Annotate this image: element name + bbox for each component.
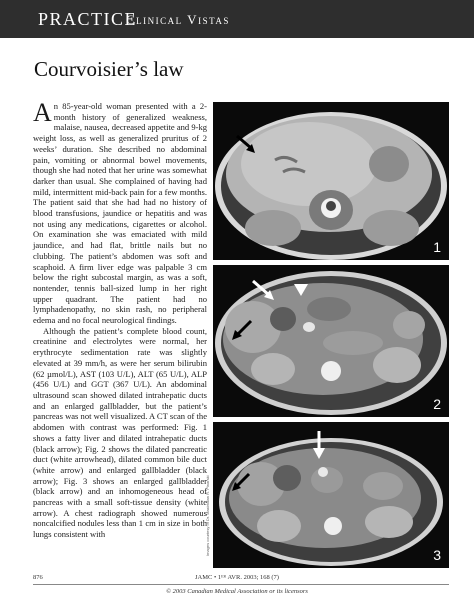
- white-arrowhead-icon: [293, 283, 309, 297]
- page-number: 876: [33, 574, 43, 581]
- drop-cap: A: [33, 98, 52, 127]
- paragraph-2: Although the patient’s complete blood count, creatinine and electrolytes were normal, her erythrocyte sedimentation rate was slightly elevated at 39 mm/h, as were her serum bilirubin (62 µmol/L), AST (103 U/L), ALT (65 U/L), ALP (456 U/L) and GGT (367 U/L). An abdominal ultrasound scan showed dilated intrahepatic ducts and an enlarged gallbladder, but the patient’s pancreas was not well visualized. A CT scan of the abdomen with contrast was performed: Fig. 1 shows a fatty liver and dilated intrahepatic ducts (black arrow); Fig. 2 shows the dilated pancreatic duct (white arrowhead), dilated common bile duct (white arrow) and enlarged gallbladder (black arrow); Fig. 3 shows an enlarged gallbladder (black arrow) and an inhomogeneous head of pancreas with a small soft-tissue density (white arrow). A chest radiograph showed numerous noncalcified nodules less than 1 cm in size in both lungs consistent with: [33, 325, 207, 540]
- journal-citation: JAMC • 1ᴱᴿ AVR. 2003; 168 (7): [195, 574, 279, 581]
- figure-1-number: 1: [433, 239, 441, 255]
- copyright-notice: © 2003 Canadian Medical Association or its licensors: [166, 588, 308, 595]
- header-bar: [0, 0, 474, 38]
- figure-2-number: 2: [433, 396, 441, 412]
- figure-3-image: [213, 422, 449, 568]
- article-title: Courvoisier’s law: [34, 57, 184, 81]
- paragraph-1-text: n 85-year-old woman presented with a 2-month history of generalized weakness, malaise, nausea, decreased appetite and 9-kg weight loss, as well as generalized pruritus of 2 weeks’ duration. She described no abdominal pain, vomiting or abnormal bowel movements, though she had noted that her urine was somewhat darker than usual. She complained of having had mild, intermittent mid-back pain for a few months. The patient said that she had had no history of blood transfusions, jaundice or hepatitis and was not using any medications, cigarettes or alcohol. On examination she was emaciated with mild jaundice, and had flat, brittle nails but no clubbing. The patient’s abdomen was soft and scaphoid. A firm liver edge was palpable 3 cm below the right subcostal margin, as was a soft, nontender, tennis ball-sized lump in her right upper quadrant. The patient had no lymphadenopathy, no skin rash, no peripheral edema and no focal neurological findings.: [33, 101, 207, 326]
- figure-3-ct-scan: [213, 422, 449, 568]
- black-arrow-icon: [229, 472, 251, 494]
- paragraph-1: [33, 98, 207, 326]
- figure-1-image: [213, 102, 449, 260]
- black-arrow-icon: [229, 319, 253, 343]
- figure-1-ct-scan: [213, 102, 449, 260]
- white-arrow-icon: [313, 430, 325, 460]
- footer-divider: [33, 584, 449, 585]
- black-arrow-icon: [235, 134, 257, 156]
- subsection-label: Clinical Vistas: [126, 12, 230, 27]
- image-credit: Images courtesy of Dr. Maximilian R. Pinarski: [205, 475, 210, 556]
- figure-3-number: 3: [433, 547, 441, 563]
- figure-2-ct-scan: [213, 265, 449, 417]
- white-arrow-icon: [251, 279, 277, 305]
- article-body: [33, 98, 207, 540]
- section-label: PRACTICE: [38, 9, 138, 29]
